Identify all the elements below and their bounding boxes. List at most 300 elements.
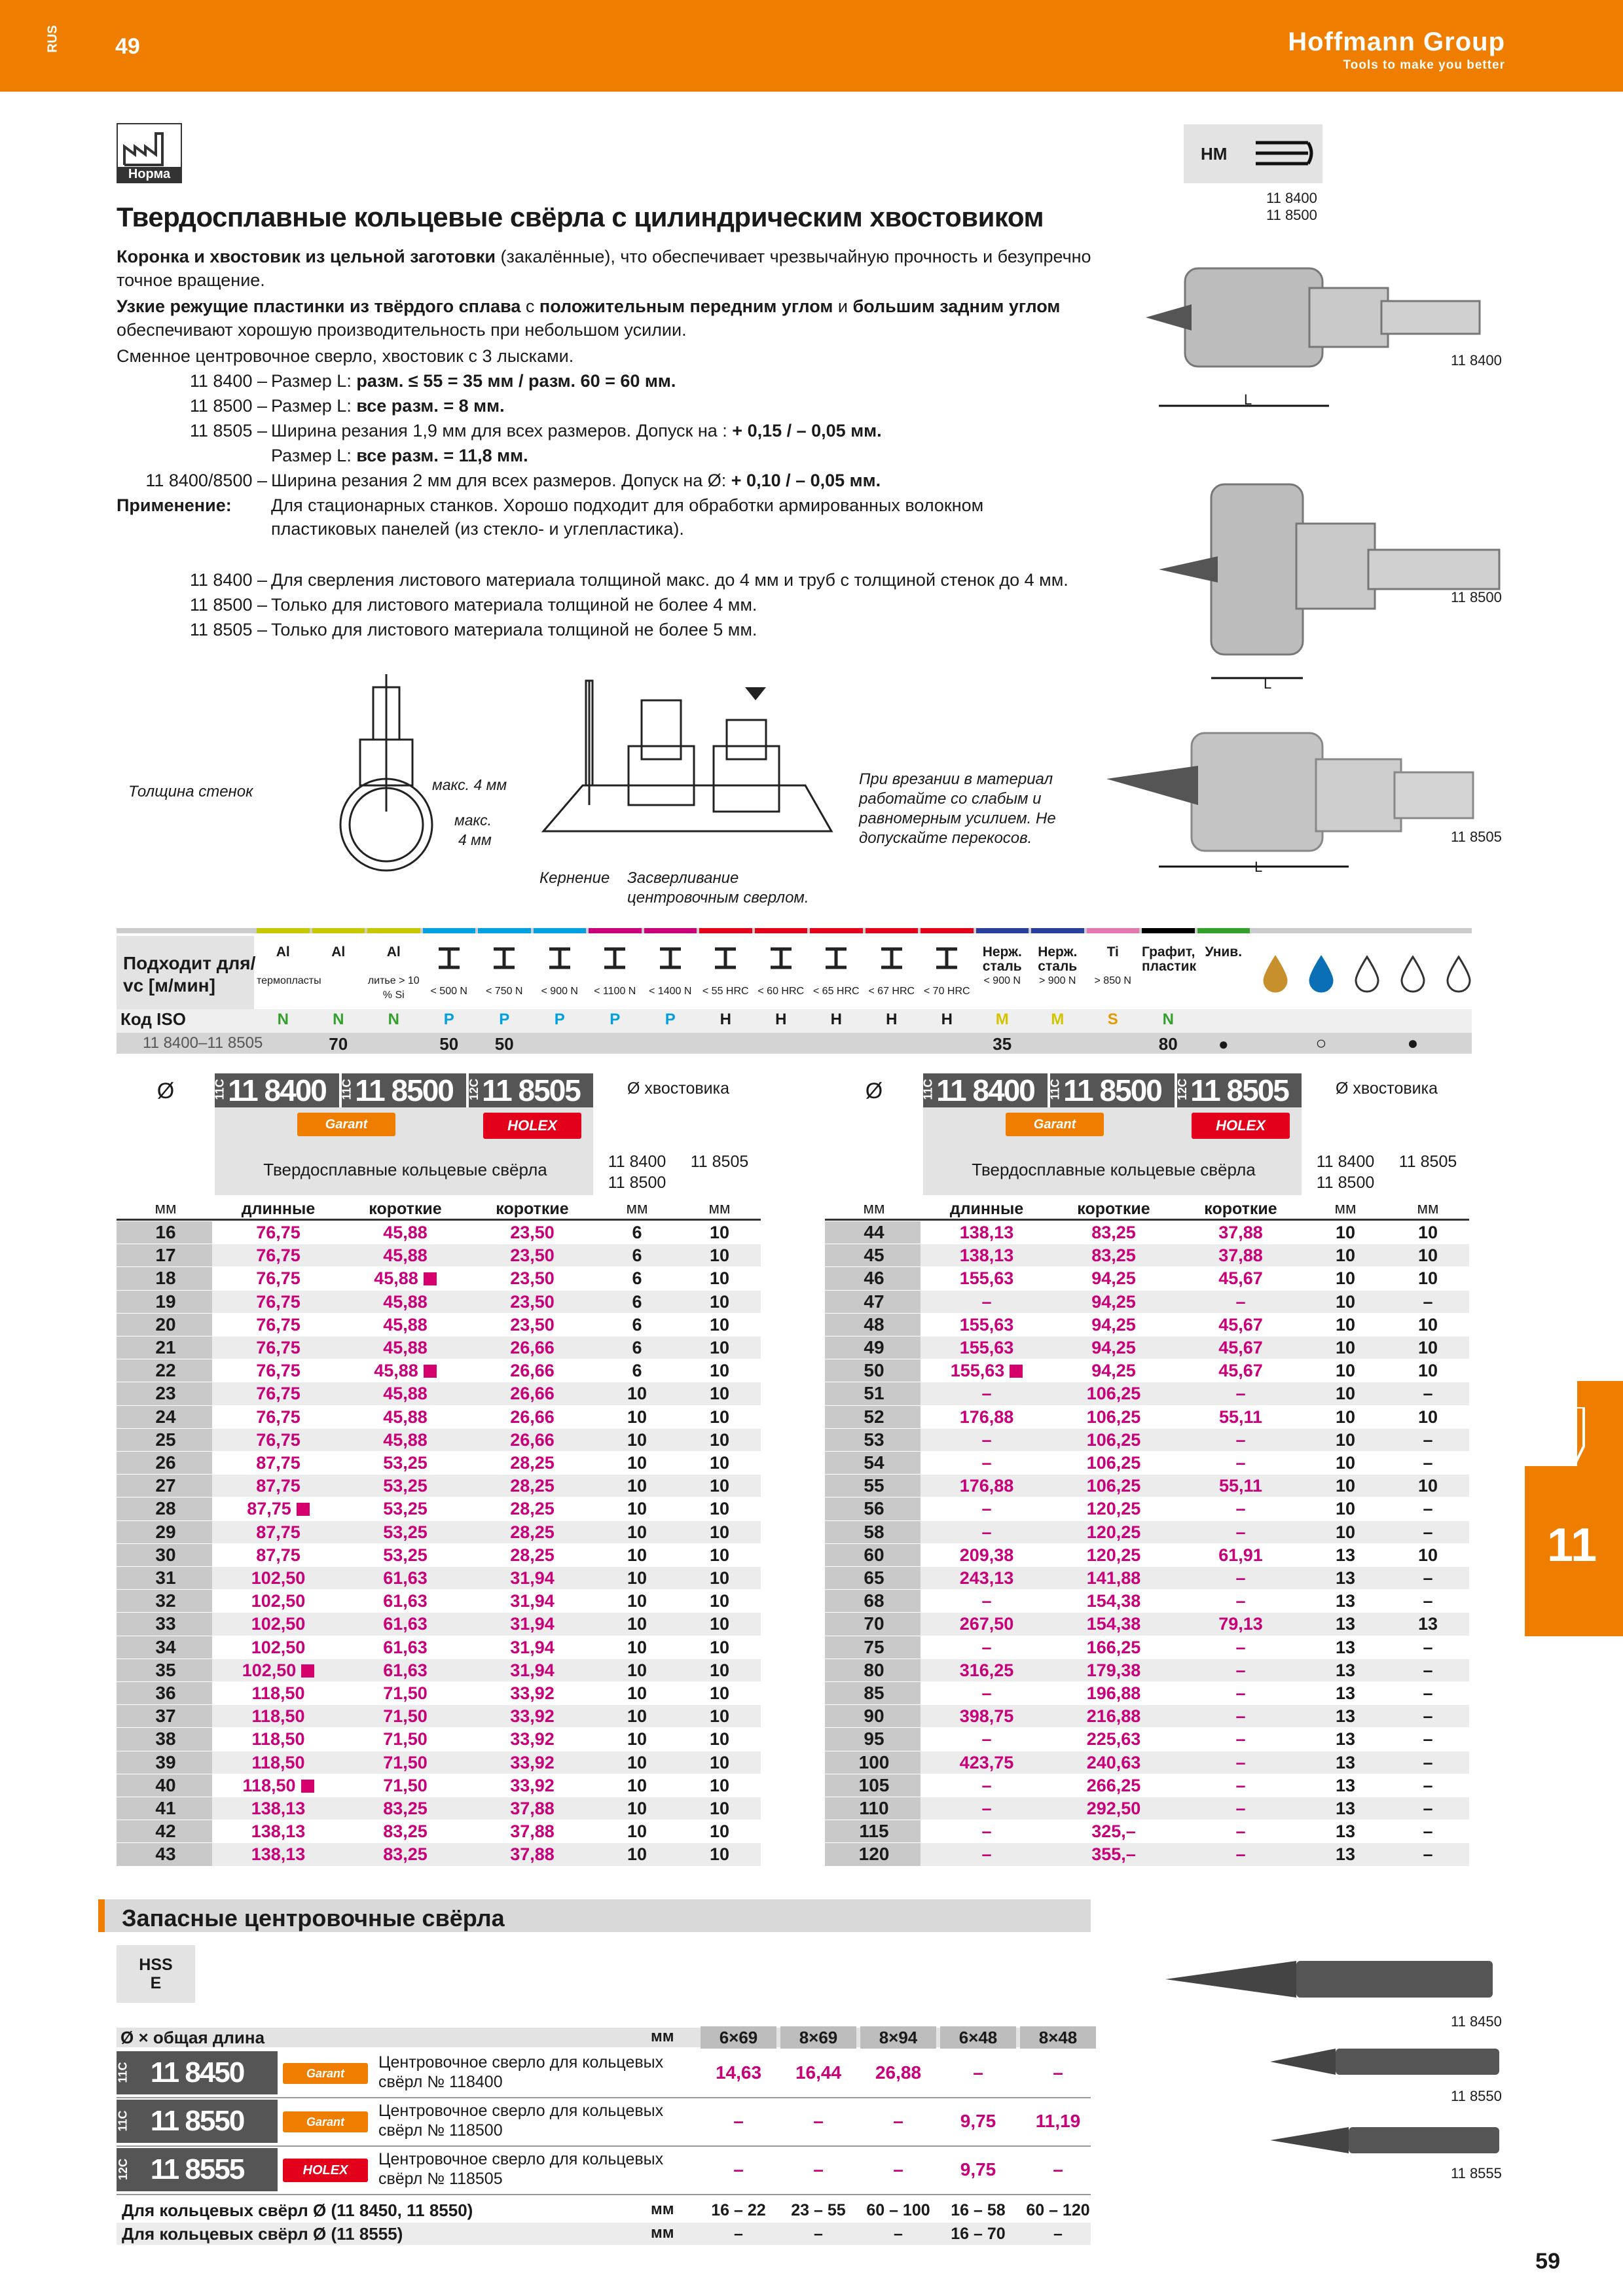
shank-cell: 10: [709, 1407, 730, 1427]
price-cell[interactable]: 55,11: [1218, 1407, 1263, 1427]
drill-label-2: 11 8500: [1451, 589, 1502, 605]
price-cell[interactable]: –: [1235, 1775, 1246, 1795]
price-cell[interactable]: 102,50: [251, 1637, 306, 1657]
material-color-bar: [866, 928, 919, 933]
diameter-value: 32: [155, 1590, 176, 1611]
price-cell[interactable]: 71,50: [383, 1683, 428, 1703]
shank-cell: 10: [709, 1499, 730, 1519]
price-cell[interactable]: 118,50: [215, 1774, 342, 1797]
hm-article-2: 11 8500: [1266, 207, 1317, 223]
material-strength: < 1100 N: [594, 986, 636, 997]
price-cell[interactable]: 28,25: [510, 1545, 555, 1565]
shank-cell: 10: [1417, 1268, 1438, 1289]
price-cell[interactable]: 45,88: [383, 1223, 428, 1242]
price-cell[interactable]: 87,75: [256, 1453, 301, 1473]
price-cell[interactable]: 33,92: [510, 1752, 555, 1772]
price-cell[interactable]: –: [1235, 1637, 1246, 1657]
price-cell[interactable]: 23,50: [510, 1268, 555, 1289]
price-cell[interactable]: –: [981, 1799, 992, 1818]
price-cell[interactable]: 106,25: [1086, 1476, 1141, 1496]
chapter-tab[interactable]: [1525, 1466, 1623, 1636]
price-cell[interactable]: 94,25: [1091, 1361, 1136, 1381]
pilot-price[interactable]: 9,75: [960, 2111, 996, 2131]
price-cell[interactable]: 76,75: [256, 1246, 301, 1266]
price-cell[interactable]: 53,25: [383, 1522, 428, 1542]
cutting-speed: ●: [1218, 1034, 1229, 1054]
price-cell[interactable]: 28,25: [510, 1476, 555, 1496]
price-cell[interactable]: –: [1235, 1799, 1246, 1818]
price-cell[interactable]: 37,88: [510, 1799, 555, 1818]
shank-cell: 10: [709, 1729, 730, 1749]
material-strength: > 900 N: [1039, 975, 1076, 986]
diameter-value: 42: [155, 1821, 176, 1842]
steel-beam-icon: [934, 945, 960, 971]
iso-code: N: [388, 1011, 399, 1028]
brand-logo[interactable]: [1288, 27, 1505, 73]
price-cell[interactable]: 138,13: [251, 1799, 306, 1818]
diameter-value: 54: [864, 1452, 884, 1473]
price-cell[interactable]: 76,75: [256, 1338, 301, 1357]
diameter-value: 29: [155, 1521, 176, 1542]
price-cell[interactable]: 106,25: [1086, 1407, 1141, 1427]
iso-code: P: [554, 1011, 565, 1028]
price-cell[interactable]: 83,25: [383, 1821, 428, 1842]
length-type: короткие: [1077, 1200, 1150, 1218]
diameter-value: 58: [864, 1521, 884, 1542]
price-cell[interactable]: 106,25: [1086, 1384, 1141, 1404]
shank-cell: 10: [627, 1591, 647, 1611]
price-cell[interactable]: 61,91: [1218, 1545, 1263, 1565]
price-cell[interactable]: 76,75: [256, 1268, 301, 1289]
iso-code: P: [610, 1011, 621, 1028]
price-cell[interactable]: –: [1235, 1821, 1246, 1842]
price-cell[interactable]: 76,75: [256, 1291, 301, 1312]
availability-mark-icon: [301, 1780, 314, 1793]
price-cell[interactable]: 53,25: [383, 1453, 428, 1473]
price-cell[interactable]: 37,88: [510, 1844, 555, 1865]
price-cell[interactable]: –: [1235, 1729, 1246, 1749]
price-cell[interactable]: 45,67: [1218, 1314, 1263, 1335]
diameter-value: 55: [864, 1475, 884, 1496]
pilot-price[interactable]: 9,75: [960, 2159, 996, 2179]
price-cell[interactable]: –: [981, 1683, 992, 1703]
price-cell[interactable]: –: [1235, 1291, 1246, 1312]
cutting-speed: 50: [494, 1034, 514, 1054]
hm-label: HM: [1201, 144, 1228, 164]
price-cell[interactable]: 83,25: [1091, 1223, 1136, 1242]
shank-cell: 10: [627, 1499, 647, 1519]
price-cell[interactable]: 26,66: [510, 1338, 555, 1357]
dim-l-1: L: [1244, 391, 1252, 408]
price-cell[interactable]: 120,25: [1086, 1499, 1141, 1519]
price-cell[interactable]: 45,88: [383, 1291, 428, 1312]
shank-cell: 10: [709, 1591, 730, 1611]
material-name: Нерж. сталь: [1038, 944, 1078, 974]
price-cell[interactable]: 45,88: [383, 1338, 428, 1357]
unit-mm: мм: [863, 1200, 885, 1217]
shank-cell: 10: [1335, 1453, 1356, 1473]
price-cell[interactable]: –: [981, 1384, 992, 1404]
page-number-left: 49: [115, 34, 140, 59]
price-cell[interactable]: 141,88: [1086, 1568, 1141, 1588]
steel-beam-icon: [436, 945, 462, 971]
price-cell[interactable]: –: [1235, 1752, 1246, 1772]
price-cell[interactable]: –: [981, 1775, 992, 1795]
price-cell[interactable]: 83,25: [383, 1799, 428, 1818]
diameter-value: 35: [155, 1659, 176, 1680]
shank-cell: 10: [1335, 1291, 1356, 1312]
price-cell[interactable]: 87,75: [215, 1498, 342, 1520]
pilot-price[interactable]: –: [973, 2062, 983, 2083]
price-cell[interactable]: 155,63: [959, 1268, 1014, 1289]
spec-line: Только для листового материала толщиной не более 5 мм.: [271, 620, 757, 639]
pilot-price[interactable]: –: [733, 2111, 744, 2131]
price-cell[interactable]: 31,94: [510, 1660, 555, 1680]
cutting-speed: 70: [329, 1034, 348, 1054]
price-cell[interactable]: 155,63: [923, 1359, 1050, 1382]
price-cell[interactable]: 87,75: [256, 1476, 301, 1496]
price-cell[interactable]: 79,13: [1218, 1614, 1263, 1634]
shank-cell: –: [1423, 1821, 1433, 1842]
pilot-price[interactable]: –: [1053, 2062, 1063, 2083]
price-cell[interactable]: 355,–: [1091, 1844, 1136, 1865]
shank-cell: 10: [1335, 1361, 1356, 1381]
pilot-price[interactable]: 26,88: [875, 2062, 922, 2083]
price-cell[interactable]: 61,63: [383, 1568, 428, 1588]
price-cell[interactable]: 76,75: [256, 1429, 301, 1450]
iso-code: H: [720, 1011, 731, 1028]
article-header: 11 8400: [923, 1073, 1048, 1107]
diameter-value: 120: [858, 1844, 890, 1865]
price-cell[interactable]: 266,25: [1086, 1775, 1141, 1795]
pilot-price[interactable]: –: [813, 2111, 824, 2131]
price-cell[interactable]: 243,13: [959, 1568, 1014, 1588]
price-cell[interactable]: 83,25: [383, 1844, 428, 1865]
application-text: Для стационарных станков. Хорошо подходит для обработки армированных волокном пластиковых панелей (из стекло- и углепластика).: [271, 495, 984, 539]
price-cell[interactable]: 94,25: [1091, 1268, 1136, 1289]
price-cell[interactable]: 71,50: [383, 1752, 428, 1772]
spray-icon: [1351, 954, 1383, 994]
price-cell[interactable]: –: [1235, 1591, 1246, 1611]
material-name: Графит, пластик: [1142, 944, 1197, 974]
material-strength: < 750 N: [486, 986, 523, 997]
material-strength: < 900 N: [541, 986, 578, 997]
shank-cell: 6: [632, 1268, 642, 1289]
price-cell[interactable]: 45,88: [383, 1246, 428, 1266]
spec-line: Ширина резания 2 мм для всех размеров. Допуск на Ø: + 0,10 / – 0,05 мм.: [271, 471, 881, 490]
price-cell[interactable]: –: [981, 1291, 992, 1312]
price-cell[interactable]: 94,25: [1091, 1314, 1136, 1335]
price-cell[interactable]: 55,11: [1218, 1476, 1263, 1496]
price-cell[interactable]: 118,50: [251, 1752, 305, 1772]
price-cell[interactable]: 45,88: [342, 1267, 469, 1289]
desc-paragraph-3: Сменное центровочное сверло, хвостовик с 3 лысками.: [117, 346, 574, 366]
shank-cell: 10: [1417, 1246, 1438, 1266]
pilot-range: –: [734, 2225, 743, 2243]
price-cell[interactable]: –: [981, 1637, 992, 1657]
price-cell[interactable]: 76,75: [256, 1361, 301, 1381]
price-cell[interactable]: –: [981, 1429, 992, 1450]
price-cell[interactable]: –: [1235, 1384, 1246, 1404]
price-cell[interactable]: 87,75: [256, 1522, 301, 1542]
price-cell[interactable]: 196,88: [1086, 1683, 1141, 1703]
shank-cell: 10: [709, 1246, 730, 1266]
diameter-value: 18: [155, 1268, 176, 1289]
pilot-price[interactable]: –: [893, 2111, 903, 2131]
material-color-bar: [367, 928, 420, 933]
price-cell[interactable]: 94,25: [1091, 1338, 1136, 1357]
price-cell[interactable]: 240,63: [1086, 1752, 1141, 1772]
price-cell[interactable]: –: [1235, 1499, 1246, 1519]
price-cell[interactable]: 267,50: [959, 1614, 1014, 1634]
vc-range-label: 11 8400–11 8505: [143, 1034, 263, 1052]
price-cell[interactable]: 76,75: [256, 1407, 301, 1427]
price-cell[interactable]: 26,66: [510, 1429, 555, 1450]
price-cell[interactable]: 37,88: [1218, 1223, 1263, 1242]
price-cell[interactable]: –: [1235, 1429, 1246, 1450]
material-name: Al: [386, 944, 401, 960]
price-cell[interactable]: 138,13: [959, 1246, 1014, 1266]
shank-cell: 13: [1335, 1706, 1356, 1727]
shank-cell: 10: [1417, 1545, 1438, 1565]
spare-section-header: [98, 1899, 1091, 1932]
availability-mark-icon: [297, 1503, 310, 1516]
price-cell[interactable]: 71,50: [383, 1706, 428, 1727]
price-cell[interactable]: 94,25: [1091, 1291, 1136, 1312]
drill-bit-icon: [1558, 1407, 1590, 1466]
price-cell[interactable]: –: [1235, 1844, 1246, 1865]
pilot-price[interactable]: 14,63: [715, 2062, 762, 2083]
price-cell[interactable]: –: [981, 1453, 992, 1473]
diameter-value: 44: [864, 1222, 884, 1242]
shank-cell: –: [1423, 1729, 1433, 1749]
material-color-bar: [312, 928, 365, 933]
shank-cell: –: [1423, 1660, 1433, 1680]
price-cell[interactable]: 179,38: [1086, 1660, 1141, 1680]
diameter-value: 50: [864, 1360, 884, 1381]
price-cell[interactable]: 53,25: [383, 1499, 428, 1519]
price-cell[interactable]: 61,63: [383, 1591, 428, 1611]
drill-label-3: 11 8505: [1451, 829, 1502, 845]
pilot-label-3: 11 8555: [1451, 2165, 1502, 2181]
pilot-range: 60 – 120: [1026, 2201, 1090, 2219]
price-cell[interactable]: 106,25: [1086, 1429, 1141, 1450]
price-cell[interactable]: 45,88: [383, 1429, 428, 1450]
material-color-bar: [1031, 928, 1084, 933]
material-hm-badge: [1184, 124, 1322, 183]
price-cell[interactable]: 209,38: [959, 1545, 1014, 1565]
price-cell[interactable]: 118,50: [251, 1729, 305, 1749]
price-cell[interactable]: 45,88: [383, 1407, 428, 1427]
article-header: 11 8505: [469, 1073, 593, 1107]
price-cell[interactable]: –: [981, 1499, 992, 1519]
hole-saw-118505-image: [1087, 720, 1506, 890]
shank-cell: 13: [1335, 1591, 1356, 1611]
pilot-price[interactable]: –: [733, 2159, 744, 2179]
price-cell[interactable]: 118,50: [251, 1706, 305, 1727]
price-cell[interactable]: –: [981, 1729, 992, 1749]
price-cell[interactable]: 155,63: [959, 1314, 1014, 1335]
price-cell[interactable]: 83,25: [1091, 1246, 1136, 1266]
price-cell[interactable]: 176,88: [959, 1407, 1014, 1427]
price-cell[interactable]: 31,94: [510, 1637, 555, 1657]
shank-cell: 10: [1335, 1314, 1356, 1335]
price-cell[interactable]: 216,88: [1086, 1706, 1141, 1727]
spec-line: Для сверления листового материала толщиной макс. до 4 мм и труб с толщиной стенок до 4 мм.: [271, 570, 1068, 590]
shank-cell: 10: [1335, 1384, 1356, 1404]
price-cell[interactable]: –: [1235, 1522, 1246, 1542]
shank-cell: 10: [709, 1223, 730, 1242]
iso-code: P: [499, 1011, 510, 1028]
price-cell[interactable]: 155,63: [959, 1338, 1014, 1357]
iso-label: Код ISO: [120, 1009, 186, 1029]
diameter-value: 85: [864, 1683, 884, 1703]
price-cell[interactable]: 76,75: [256, 1223, 301, 1242]
price-cell[interactable]: 33,92: [510, 1683, 555, 1703]
price-cell[interactable]: 154,38: [1086, 1591, 1141, 1611]
mat-header-cell: [117, 936, 254, 1013]
price-cell[interactable]: 23,50: [510, 1223, 555, 1242]
price-cell[interactable]: 87,75: [256, 1545, 301, 1565]
material-name: Ti: [1106, 944, 1119, 960]
price-cell[interactable]: 138,13: [251, 1844, 306, 1865]
price-cell[interactable]: 176,88: [959, 1476, 1014, 1496]
price-cell[interactable]: 120,25: [1086, 1522, 1141, 1542]
mat-header: Подходит для/: [123, 953, 256, 973]
shank-header: Ø хвостовика: [627, 1079, 729, 1098]
price-cell[interactable]: 325,–: [1091, 1821, 1136, 1842]
price-cell[interactable]: 45,67: [1218, 1361, 1263, 1381]
price-cell[interactable]: –: [981, 1522, 992, 1542]
price-cell[interactable]: 26,66: [510, 1407, 555, 1427]
price-cell[interactable]: –: [1235, 1568, 1246, 1588]
price-cell[interactable]: –: [1235, 1683, 1246, 1703]
price-cell[interactable]: 23,50: [510, 1314, 555, 1335]
shank-cell: –: [1423, 1499, 1433, 1519]
pilot-price[interactable]: –: [813, 2159, 824, 2179]
iso-code: M: [1051, 1011, 1065, 1028]
material-color-bar: [257, 928, 310, 933]
shank-cell: –: [1423, 1844, 1433, 1865]
shank-cell: –: [1423, 1683, 1433, 1703]
price-cell[interactable]: 71,50: [383, 1775, 428, 1795]
price-cell[interactable]: –: [981, 1844, 992, 1865]
price-cell[interactable]: 76,75: [256, 1314, 301, 1335]
page-number-right: 59: [1535, 2249, 1560, 2274]
shank-cell: 10: [627, 1568, 647, 1588]
price-cell[interactable]: 166,25: [1086, 1637, 1141, 1657]
price-cell[interactable]: 118,50: [251, 1683, 305, 1703]
price-cell[interactable]: 154,38: [1086, 1614, 1141, 1634]
pilot-range: 16 – 58: [951, 2201, 1006, 2219]
pilot-class: 12C: [117, 2158, 130, 2181]
price-cell[interactable]: 28,25: [510, 1499, 555, 1519]
price-cell[interactable]: 53,25: [383, 1545, 428, 1565]
price-cell[interactable]: 120,25: [1086, 1545, 1141, 1565]
price-cell[interactable]: 28,25: [510, 1522, 555, 1542]
price-cell[interactable]: 106,25: [1086, 1453, 1141, 1473]
price-cell[interactable]: 45,88: [383, 1314, 428, 1335]
price-cell[interactable]: 31,94: [510, 1568, 555, 1588]
shank-cell: 10: [1335, 1246, 1356, 1266]
pilot-price[interactable]: –: [893, 2159, 903, 2179]
price-cell[interactable]: 45,67: [1218, 1268, 1263, 1289]
price-cell[interactable]: 23,50: [510, 1246, 555, 1266]
price-cell[interactable]: 33,92: [510, 1706, 555, 1727]
pilot-price[interactable]: –: [1053, 2159, 1063, 2179]
price-cell[interactable]: –: [981, 1821, 992, 1842]
price-cell[interactable]: 53,25: [383, 1476, 428, 1496]
material-name: Унив.: [1205, 944, 1243, 960]
shank-cell: 10: [709, 1637, 730, 1657]
price-cell[interactable]: 28,25: [510, 1453, 555, 1473]
price-cell[interactable]: 45,88: [342, 1359, 469, 1382]
price-cell[interactable]: 138,13: [959, 1223, 1014, 1242]
iso-code: P: [443, 1011, 454, 1028]
pilot-price[interactable]: 16,44: [795, 2062, 842, 2083]
pilot-for-1: Для кольцевых свёрл Ø (11 8450, 11 8550): [122, 2200, 473, 2220]
price-cell[interactable]: 61,63: [383, 1660, 428, 1680]
price-cell[interactable]: 102,50: [251, 1591, 306, 1611]
punching-label: Кернение: [539, 869, 610, 887]
shank-cell: 10: [709, 1821, 730, 1842]
price-cell[interactable]: 31,94: [510, 1591, 555, 1611]
price-cell[interactable]: 292,50: [1086, 1799, 1141, 1818]
price-cell[interactable]: 102,50: [251, 1614, 306, 1634]
hss-label: HSS: [139, 1956, 173, 1974]
price-cell[interactable]: 45,67: [1218, 1338, 1263, 1357]
price-cell[interactable]: –: [1235, 1706, 1246, 1727]
shank-cell: 13: [1335, 1799, 1356, 1818]
article-header: 11 8400: [215, 1073, 339, 1107]
price-cell[interactable]: –: [1235, 1660, 1246, 1680]
price-cell[interactable]: 23,50: [510, 1291, 555, 1312]
article-header: 11 8505: [1177, 1073, 1302, 1107]
price-cell[interactable]: 61,63: [383, 1637, 428, 1657]
price-cell[interactable]: 26,66: [510, 1384, 555, 1404]
price-cell[interactable]: 31,94: [510, 1614, 555, 1634]
price-cell[interactable]: 37,88: [510, 1821, 555, 1842]
price-cell[interactable]: 316,25: [959, 1660, 1014, 1680]
price-cell[interactable]: 26,66: [510, 1361, 555, 1381]
price-cell[interactable]: 33,92: [510, 1729, 555, 1749]
pilot-price[interactable]: 11,19: [1035, 2111, 1081, 2131]
price-cell[interactable]: 423,75: [959, 1752, 1014, 1772]
pilot-class: 11C: [116, 2062, 130, 2083]
price-cell[interactable]: –: [981, 1591, 992, 1611]
price-cell[interactable]: 33,92: [510, 1775, 555, 1795]
price-cell[interactable]: 138,13: [251, 1821, 306, 1842]
price-cell[interactable]: 102,50: [215, 1659, 342, 1681]
shank-cell: 13: [1335, 1683, 1356, 1703]
hss-label-2: E: [150, 1974, 162, 1992]
price-cell[interactable]: 76,75: [256, 1384, 301, 1404]
shank-cell: –: [1423, 1591, 1433, 1611]
shank-col-a2: 11 8500: [608, 1174, 666, 1192]
mat-header-2: vc [м/мин]: [123, 975, 215, 996]
price-cell[interactable]: 45,88: [383, 1384, 428, 1404]
article-class: 11C: [1048, 1079, 1062, 1100]
price-cell[interactable]: 71,50: [383, 1729, 428, 1749]
price-cell[interactable]: 225,63: [1086, 1729, 1141, 1749]
price-cell[interactable]: 37,88: [1218, 1246, 1263, 1266]
spec-key: 11 8505 –: [189, 620, 267, 639]
pre-drilling-label: Засверливание: [627, 869, 739, 887]
price-cell[interactable]: 61,63: [383, 1614, 428, 1634]
price-cell[interactable]: –: [1235, 1453, 1246, 1473]
price-cell[interactable]: 398,75: [959, 1706, 1014, 1727]
price-cell[interactable]: 102,50: [251, 1568, 306, 1588]
